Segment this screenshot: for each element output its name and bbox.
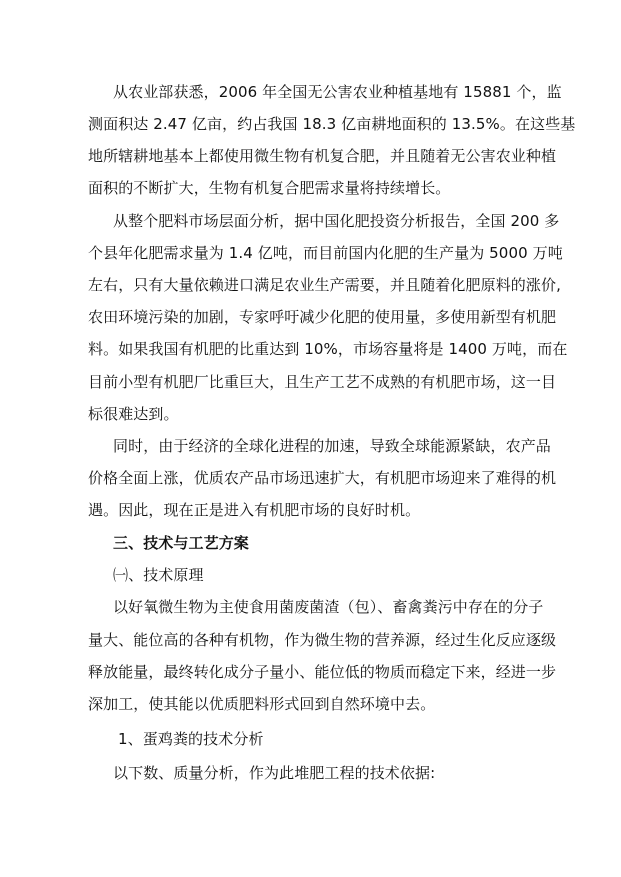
principle-line-2: 量大、能位高的各种有机物，作为微生物的营养源，经过生化反应逐级 — [88, 631, 557, 649]
paragraph-1-line-4: 面积的不断扩大，生物有机复合肥需求量将持续增长。 — [88, 179, 451, 197]
paragraph-2-line-5: 料。如果我国有机肥的比重达到 10%，市场容量将是 1400 万吨，而在 — [88, 340, 568, 358]
subsection-heading: ㈠、技术原理 — [113, 566, 204, 584]
paragraph-2-line-6: 目前小型有机肥厂比重巨大，且生产工艺不成熟的有机肥市场，这一目 — [88, 373, 557, 391]
paragraph-2-line-4: 农田环境污染的加剧，专家呼吁减少化肥的使用量，多使用新型有机肥 — [88, 308, 557, 326]
final-line: 以下数、质量分析，作为此堆肥工程的技术依据: — [113, 764, 436, 782]
paragraph-2-line-1: 从整个肥料市场层面分析，据中国化肥投资分析报告，全国 200 多 — [113, 212, 560, 230]
paragraph-1-line-3: 地所辖耕地基本上都使用微生物有机复合肥，并且随着无公害农业种植 — [88, 147, 557, 165]
paragraph-2-line-7: 标很难达到。 — [88, 405, 179, 423]
paragraph-3-line-1: 同时，由于经济的全球化进程的加速，导致全球能源紧缺，农产品 — [113, 437, 551, 455]
paragraph-3-line-2: 价格全面上涨，优质农产品市场迅速扩大，有机肥市场迎来了难得的机 — [88, 469, 557, 487]
principle-line-3: 释放能量，最终转化成分子量小、能位低的物质而稳定下来，经进一步 — [88, 663, 557, 681]
paragraph-2-line-3: 左右，只有大量依赖进口满足农业生产需要，并且随着化肥原料的涨价, — [88, 276, 561, 294]
paragraph-2-line-2: 个县年化肥需求量为 1.4 亿吨，而目前国内化肥的生产量为 5000 万吨 — [88, 244, 563, 262]
item-heading: 1、蛋鸡粪的技术分析 — [118, 730, 264, 748]
paragraph-1-line-2: 测面积达 2.47 亿亩，约占我国 18.3 亿亩耕地面积的 13.5%。在这些基 — [88, 115, 576, 133]
section-heading: 三、技术与工艺方案 — [113, 534, 249, 552]
principle-line-1: 以好氧微生物为主使食用菌废菌渣（包）、畜禽粪污中存在的分子 — [113, 598, 544, 616]
principle-line-4: 深加工，使其能以优质肥料形式回到自然环境中去。 — [88, 695, 436, 713]
paragraph-3-line-3: 遇。因此，现在正是进入有机肥市场的良好时机。 — [88, 501, 421, 519]
paragraph-1-line-1: 从农业部获悉，2006 年全国无公害农业种植基地有 15881 个，监 — [113, 83, 562, 101]
